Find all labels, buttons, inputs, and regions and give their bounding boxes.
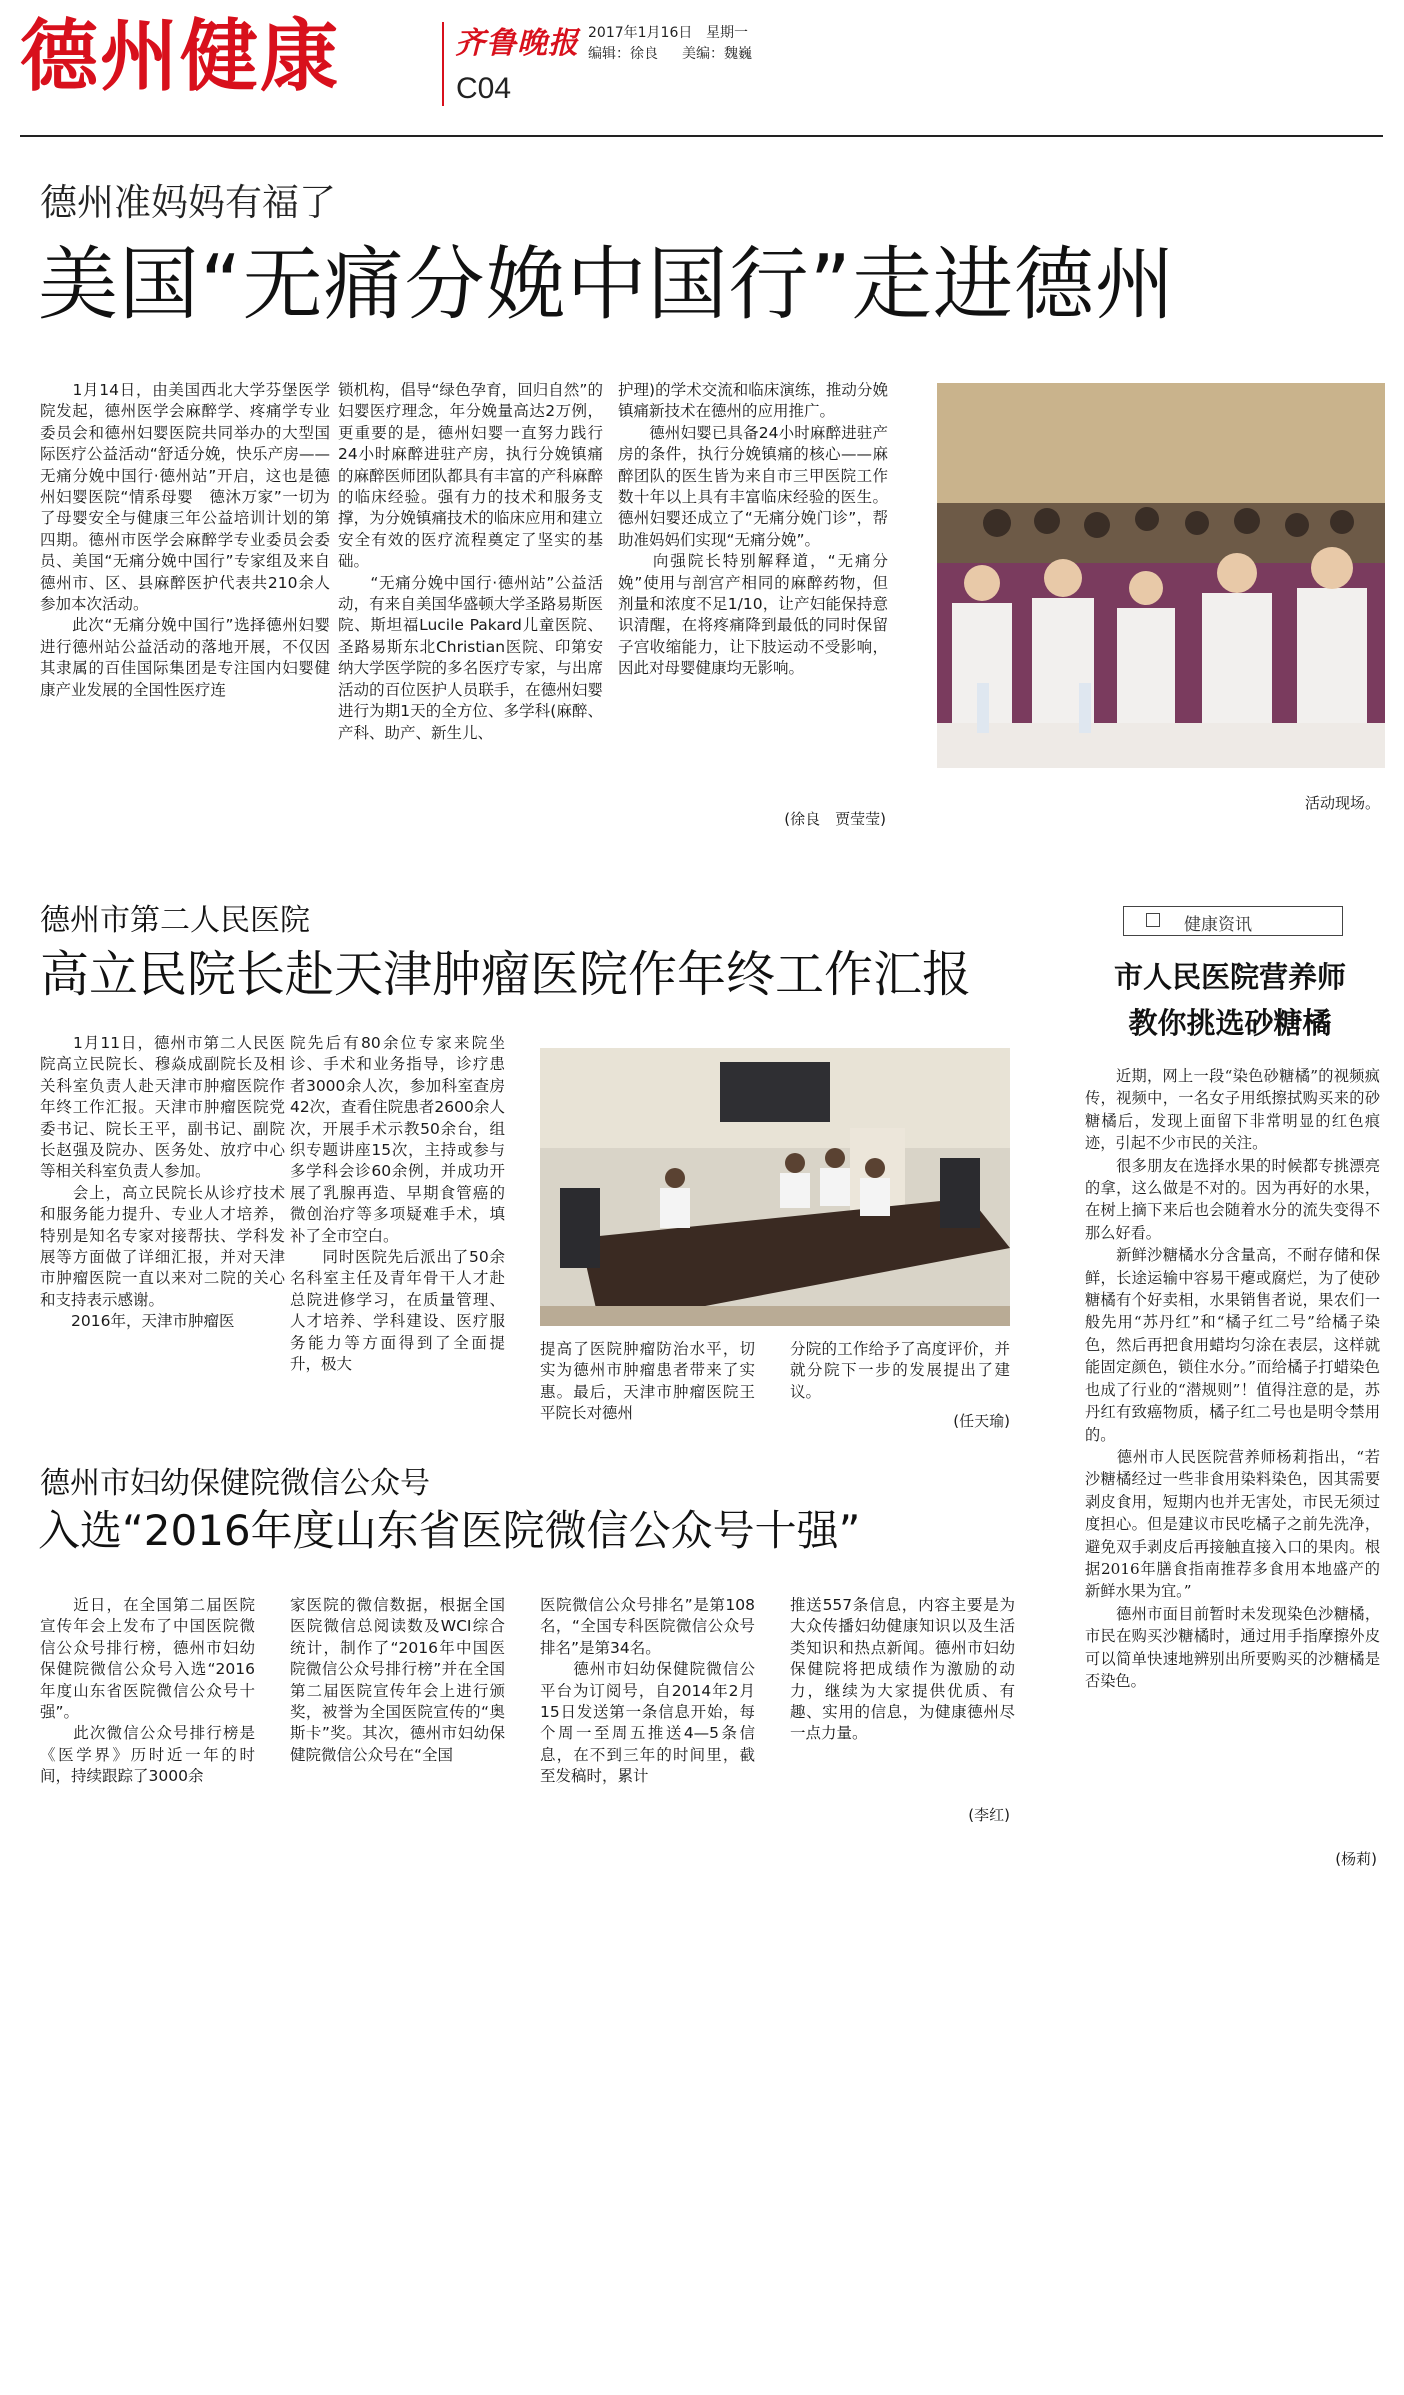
- article1-kicker: 德州准妈妈有福了: [40, 181, 336, 224]
- meeting-photo-illustration: [540, 1048, 1010, 1326]
- article3-headline: 入选“2016年度山东省医院微信公众号十强”: [38, 1506, 861, 1555]
- article3-col1: 近日，在全国第二届医院宣传年会上发布了中国医院微信公众号排行榜，德州市妇幼保健院微信公众号入选“2016年度山东省医院微信公众号十强”。 此次微信公众号排行榜是《医学界》历时近一年的时间，持续跟踪了3000余: [40, 1596, 255, 1786]
- masthead-divider: [442, 22, 444, 106]
- art-editor-credit: 美编：魏巍: [682, 46, 752, 62]
- meeting-photo: [540, 1048, 1010, 1326]
- article2-col2: 院先后有80余位专家来院坐诊、手术和业务指导，诊疗患者3000余人次，参加科室查房42次，查看住院患者2600余人次，开展手术示教50余台，组织专题讲座15次，主持或参与多学科会诊60余例，并成功开展了乳腺再造、早期食管癌的微创治疗等多项疑难手术，填补了全市空白。 同时医院先后派出了50余名科室主任及青年骨干人才赴总院进修学习，在质量管理、人才培养、学科建设、医疗服务能力等方面得到了全面提升，极大: [290, 1034, 505, 1374]
- issue-date: 2017年1月16日: [588, 25, 693, 41]
- article2-kicker: 德州市第二人民医院: [40, 903, 310, 938]
- doc-icon: [1146, 913, 1160, 927]
- article3-col2: 家医院的微信数据，根据全国医院微信总阅读数及WCI综合统计，制作了“2016年中国医院微信公众号排行榜”并在全国第二届医院宣传年会上进行颁奖，被誉为全国医院宣传的“奥斯卡”奖。其次，德州市妇幼保健院微信公众号在“全国: [290, 1596, 505, 1764]
- section-title: 德州健康: [20, 12, 341, 102]
- article1-headline: 美国“无痛分娩中国行”走进德州: [38, 238, 1176, 331]
- article1-col1: 1月14日，由美国西北大学芬堡医学院发起，德州医学会麻醉学、疼痛学专业委员会和德州妇婴医院共同举办的大型国际医疗公益活动“舒适分娩，快乐产房——无痛分娩中国行·德州站”开启，这也是德州妇婴医院“情系母婴 德沐万家”一切为了母婴安全与健康三年公益培训计划的第四期。德州市医学会麻醉学专业委员会委员、美国“无痛分娩中国行”专家组及来自德州市、区、县麻醉医护代表共210余人参加本次活动。 此次“无痛分娩中国行”选择德州妇婴进行德州站公益活动的落地开展，不仅因其隶属的百佳国际集团是专注国内妇婴健康产业发展的全国性医疗连: [40, 381, 330, 699]
- article1-col2: 锁机构，倡导“绿色孕育，回归自然”的妇婴医疗理念，年分娩量高达2万例，更重要的是，德州妇婴一直努力践行24小时麻醉进驻产房，执行分娩镇痛的麻醉医师团队都具有丰富的产科麻醉的临床经验。强有力的技术和服务支撑，为分娩镇痛技术的临床应用和建立安全有效的医疗流程奠定了坚实的基础。 “无痛分娩中国行·德州站”公益活动，有来自美国华盛顿大学圣路易斯医院、斯坦福Lucile Pakard儿童医院、圣路易斯东北Christian医院、印第安纳大学医学院的多名医疗专家，与出席活动的百位医护人员联手，在德州妇婴进行为期1天的全方位、多学科(麻醉、产科、助产、新生儿、: [338, 381, 603, 742]
- masthead-rule: [20, 135, 1383, 137]
- page-number: C04: [456, 72, 512, 105]
- article3-byline: (李红): [968, 1806, 1010, 1824]
- article2-col1: 1月11日，德州市第二人民医院高立民院长、穆焱成副院长及相关科室负责人赴天津市肿瘤医院作年终工作汇报。天津市肿瘤医院党委书记、院长王平，副书记、副院长赵强及院办、医务处、放疗中心等相关科室负责人参加。 会上，高立民院长从诊疗技术和服务能力提升、专业人才培养，特别是知名专家对接帮扶、学科发展等方面做了详细汇报，并对天津市肿瘤医院一直以来对二院的关心和支持表示感谢。 2016年，天津市肿瘤医: [40, 1034, 285, 1331]
- article2-headline: 高立民院长赴天津肿瘤医院作年终工作汇报: [40, 946, 972, 1003]
- article1-byline: (徐良 贾莹莹): [784, 810, 886, 828]
- article2-col4: 分院的工作给予了高度评价，并就分院下一步的发展提出了建议。: [790, 1340, 1010, 1401]
- article1-col3: 护理)的学术交流和临床演练，推动分娩镇痛新技术在德州的应用推广。 德州妇婴已具备24小时麻醉进驻产房的条件，执行分娩镇痛的核心——麻醉团队的医生皆为来自市三甲医院工作数十年以上具有丰富临床经验的医生。德州妇婴还成立了“无痛分娩门诊”，帮助准妈妈们实现“无痛分娩”。 向强院长特别解释道，“无痛分娩”使用与剖宫产相同的麻醉药物，但剂量和浓度不足1/10，让产妇能保持意识清醒，在将疼痛降到最低的同时保留子宫收缩能力，让下肢运动不受影响，因此对母婴健康均无影响。: [618, 381, 888, 678]
- article3-col3: 医院微信公众号排名”是第108名，“全国专科医院微信公众号排名”是第34名。 德州市妇幼保健院微信公平台为订阅号，自2014年2月15日发送第一条信息开始，每个周一至周五推送4—5条信息，在不到三年的时间里，截至发稿时，累计: [540, 1596, 755, 1786]
- issue-weekday: 星期一: [706, 25, 748, 41]
- sidebar-title-line1: 市人民医院营养师: [1113, 960, 1346, 994]
- sidebar-label: 健康资讯: [1184, 915, 1252, 935]
- sidebar-body: 近期，网上一段“染色砂糖橘”的视频疯传，视频中，一名女子用纸擦拭购买来的砂糖橘后，发现上面留下非常明显的红色痕迹，引起不少市民的关注。 很多朋友在选择水果的时候都专挑漂亮的拿，这么做是不对的。因为再好的水果，在树上摘下来后也会随着水分的流失变得不那么好看。 新鲜沙糖橘水分含量高，不耐存储和保鲜，长途运输中容易干瘪或腐烂，为了使砂糖橘有个好卖相，水果销售者说，果农们一般先用“苏丹红”和“橘子红二号”给橘子染色，然后再把食用蜡均匀涂在表层，这样就能固定颜色，锁住水分。”而给橘子打蜡染色也成了行业的“潜规则”！值得注意的是，苏丹红有致癌物质，橘子红二号也是明令禁用的。 德州市人民医院营养师杨莉指出，“若沙糖橘经过一些非食用染料染色，因其需要剥皮食用，短期内也并无害处，市民无须过度担心。但是建议市民吃橘子之前先洗净，避免双手剥皮后再接触直接入口的果肉。根据2016年膳食指南推荐多食用本地盛产的新鲜水果为宜。” 德州市面目前暂时未发现染色沙糖橘，市民在购买沙糖橘时，通过用手指摩擦外皮可以简单快速地辨别出所要购买的沙糖橘是否染色。: [1085, 1067, 1380, 1690]
- editor-credit: 编辑：徐良: [588, 46, 658, 62]
- event-photo-illustration: [937, 383, 1385, 768]
- article1-photo-caption: 活动现场。: [1305, 794, 1381, 812]
- event-photo: [937, 383, 1385, 768]
- sidebar-label-box: [1123, 906, 1343, 936]
- article2-col3: 提高了医院肿瘤防治水平，切实为德州市肿瘤患者带来了实惠。最后，天津市肿瘤医院王平院长对德州: [540, 1340, 755, 1423]
- article2-byline: (任天瑜): [953, 1412, 1010, 1430]
- article3-kicker: 德州市妇幼保健院微信公众号: [40, 1466, 430, 1501]
- sidebar-byline: (杨莉): [1335, 1850, 1377, 1868]
- paper-name: 齐鲁晚报: [455, 26, 579, 61]
- sidebar-title-line2: 教你挑选砂糖橘: [1128, 1006, 1332, 1040]
- article3-col4: 推送557条信息，内容主要是为大众传播妇幼健康知识以及生活类知识和热点新闻。德州市妇幼保健院将把成绩作为激励的动力，继续为大家提供优质、有趣、实用的信息，为健康德州尽一点力量。: [790, 1596, 1015, 1743]
